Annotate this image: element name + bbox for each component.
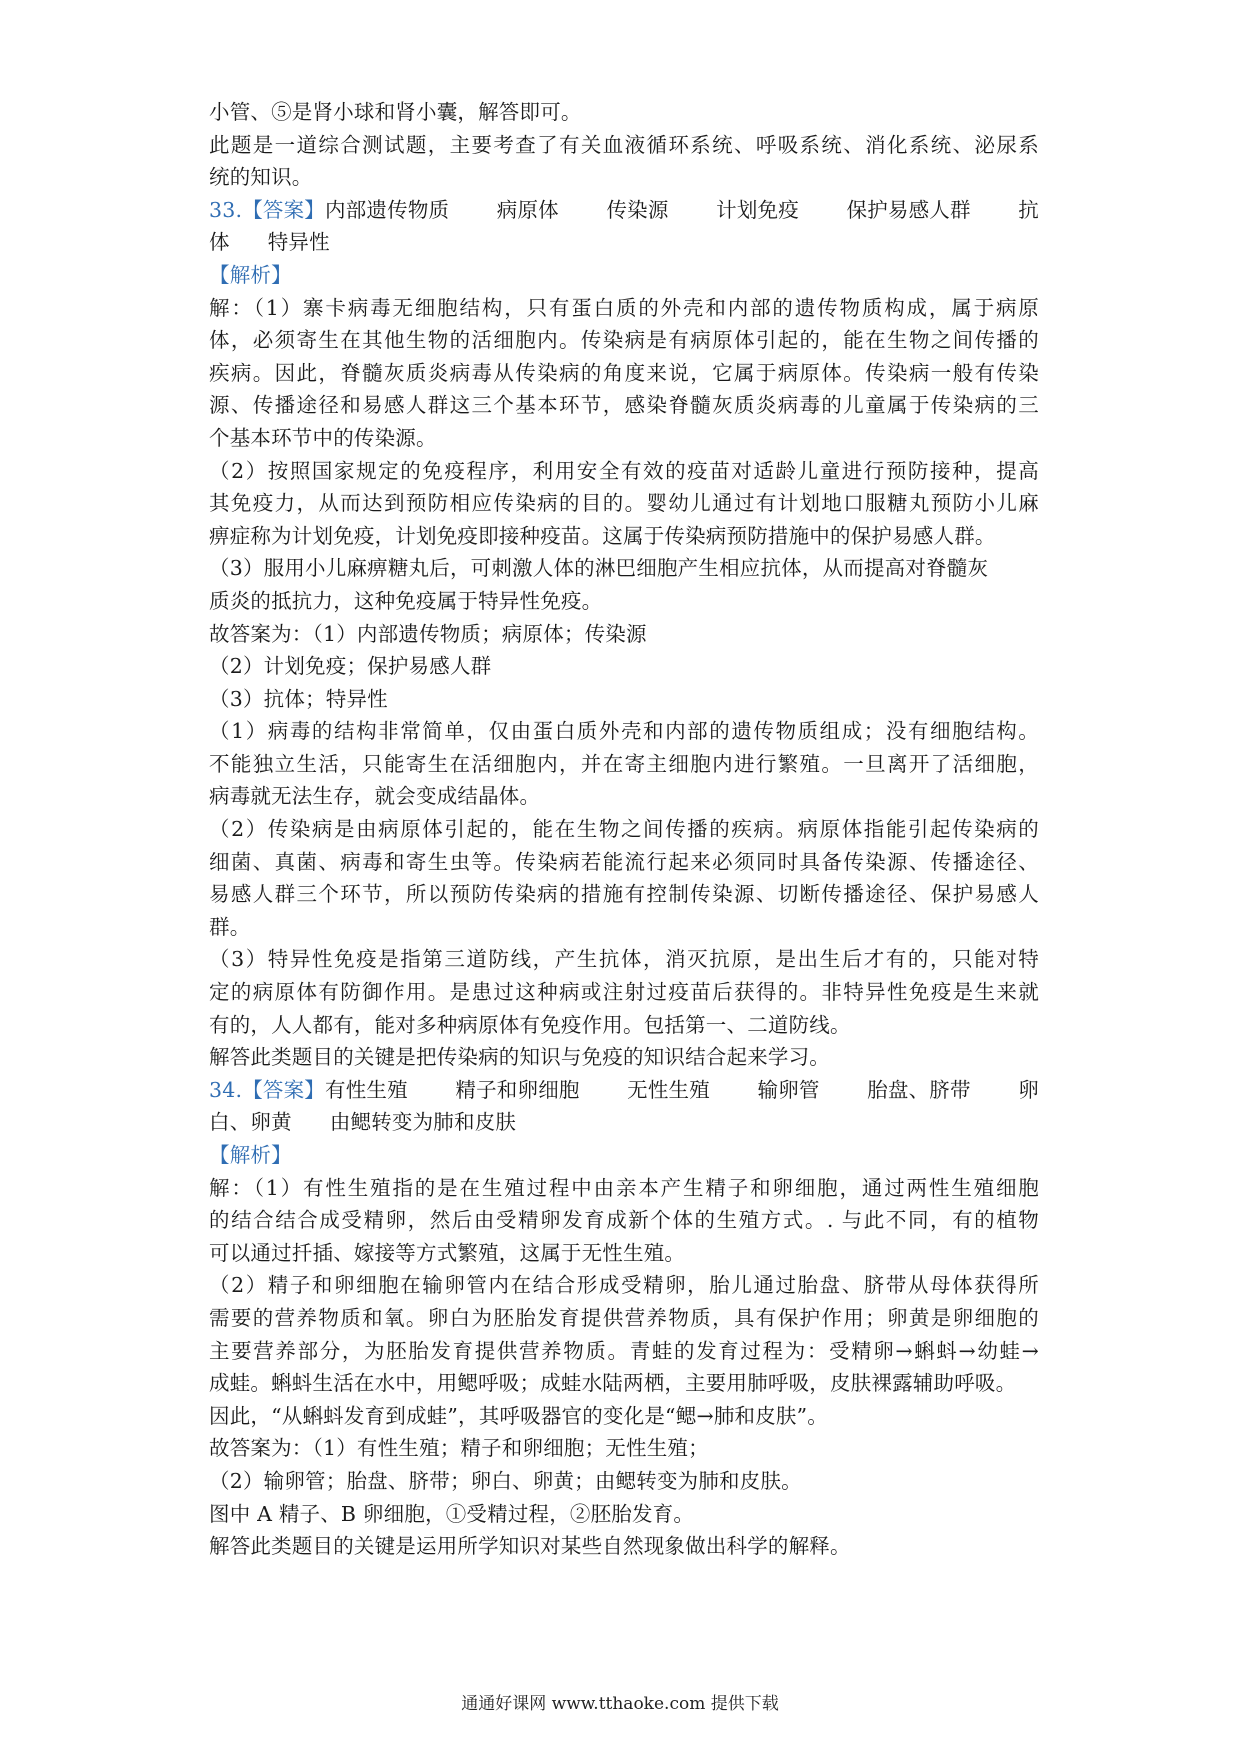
text-line: 解答此类题目的关键是把传染病的知识与免疫的知识结合起来学习。 (209, 1045, 830, 1070)
q33-answer-row-2 (209, 226, 1039, 259)
text-line: 其免疫力，从而达到预防相应传染病的目的。婴幼儿通过有计划地口服糖丸预防小儿麻 (209, 491, 1039, 516)
page-footer: 通通好课网 www.tthaoke.com 提供下载 (461, 1694, 779, 1714)
q34-answer-item: 胎盘、脐带 (867, 1077, 971, 1102)
text-line: 有的，人人都有，能对多种病原体有免疫作用。包括第一、二道防线。 (209, 1012, 851, 1037)
text-line: 解答此类题目的关键是运用所学知识对某些自然现象做出科学的解释。 (209, 1534, 851, 1559)
text-line: 此题是一道综合测试题，主要考查了有关血液循环系统、呼吸系统、消化系统、泌尿系 (209, 132, 1039, 157)
text-line: 的结合结合成受精卵，然后由受精卵发育成新个体的生殖方式。. 与此不同，有的植物 (209, 1208, 1039, 1233)
text-line: 定的病原体有防御作用。是患过这种病或注射过疫苗后获得的。非特异性免疫是生来就 (209, 980, 1039, 1005)
text-line: 成蛙。蝌蚪生活在水中，用鳃呼吸；成蛙水陆两栖，主要用肺呼吸，皮肤裸露辅助呼吸。 (209, 1371, 1017, 1396)
text-line: 小管、⑤是肾小球和肾小囊，解答即可。 (209, 100, 582, 124)
text-line: （3）特异性免疫是指第三道防线，产生抗体，消灭抗原，是出生后才有的，只能对特 (209, 947, 1039, 972)
text-line: （2）输卵管；胎盘、脐带；卵白、卵黄；由鳃转变为肺和皮肤。 (209, 1468, 802, 1493)
q34-answer-item: 有性生殖 (325, 1077, 408, 1102)
q34-number: 34. (209, 1077, 243, 1102)
text-line: 解：（1）寨卡病毒无细胞结构，只有蛋白质的外壳和内部的遗传物质构成，属于病原 (209, 295, 1039, 320)
text-line: （2）按照国家规定的免疫程序，利用安全有效的疫苗对适龄儿童进行预防接种，提高 (209, 458, 1039, 483)
text-line: 群。 (209, 914, 251, 939)
text-line: 易感人群三个环节，所以预防传染病的措施有控制传染源、切断传播途径、保护易感人 (209, 882, 1039, 907)
q33-answer-item: 抗 (1018, 197, 1039, 222)
text-line: 疾病。因此，脊髓灰质炎病毒从传染病的角度来说，它属于病原体。传染病一般有传染 (209, 360, 1039, 385)
q34-answer-row-2 (209, 1106, 1039, 1139)
text-line: （2）精子和卵细胞在输卵管内在结合形成受精卵，胎儿通过胎盘、脐带从母体获得所 (209, 1273, 1039, 1298)
q33-answer-item: 体 (209, 230, 230, 255)
q33-answer-lead (209, 194, 449, 227)
q33-answer-item: 病原体 (496, 197, 559, 222)
q33-answer-item: 特异性 (267, 230, 330, 255)
text-line: （1）病毒的结构非常简单，仅由蛋白质外壳和内部的遗传物质组成；没有细胞结构。 (209, 719, 1039, 744)
q33-answer-row-1 (209, 194, 1039, 227)
text-line: （3）服用小儿麻痹糖丸后，可刺激人体的淋巴细胞产生相应抗体，从而提高对脊髓灰 (209, 556, 989, 581)
q33-answer-item: 保护易感人群 (846, 197, 971, 222)
q34-answer-row-1 (209, 1074, 1039, 1107)
q34-answer-item: 卵 (1018, 1077, 1039, 1102)
text-line: 源、传播途径和易感人群这三个基本环节，感染脊髓灰质炎病毒的儿童属于传染病的三 (209, 393, 1039, 418)
text-line: 故答案为：（1）有性生殖；精子和卵细胞；无性生殖； (209, 1436, 709, 1461)
q34-analysis-tag: 【解析】 (209, 1143, 292, 1167)
text-line: 需要的营养物质和氧。卵白为胚胎发育提供营养物质，具有保护作用；卵黄是卵细胞的 (209, 1305, 1039, 1330)
text-line: 质炎的抵抗力，这种免疫属于特异性免疫。 (209, 588, 603, 613)
q34-answer-tag: 【答案】 (242, 1077, 326, 1102)
q33-number: 33. (209, 197, 243, 222)
q34-answer-item: 无性生殖 (627, 1077, 710, 1102)
q34-answer-item: 精子和卵细胞 (455, 1077, 580, 1102)
q34-answer-lead (209, 1074, 408, 1107)
q34-answer-item: 白、卵黄 (209, 1110, 292, 1135)
q33-analysis-body (209, 292, 1039, 1074)
q33-analysis-tag: 【解析】 (209, 262, 292, 287)
q33-answer-item: 计划免疫 (716, 197, 799, 222)
text-line: 解：（1）有性生殖指的是在生殖过程中由亲本产生精子和卵细胞，通过两性生殖细胞 (209, 1175, 1039, 1200)
text-line: 图中 A 精子、B 卵细胞，①受精过程，②胚胎发育。 (209, 1501, 695, 1526)
text-line: 个基本环节中的传染源。 (209, 425, 437, 450)
q34-answer-item: 由鳃转变为肺和皮肤 (329, 1110, 517, 1135)
text-line: 可以通过扦插、嫁接等方式繁殖，这属于无性生殖。 (209, 1240, 686, 1265)
text-line: 因此，“从蝌蚪发育到成蛙”，其呼吸器官的变化是“鳃→肺和皮肤”。 (209, 1403, 828, 1428)
q33-answer-item: 内部遗传物质 (325, 197, 450, 222)
text-line: 体，必须寄生在其他生物的活细胞内。传染病是有病原体引起的，能在生物之间传播的 (209, 328, 1039, 353)
text-line: （2）传染病是由病原体引起的，能在生物之间传播的疾病。病原体指能引起传染病的 (209, 817, 1039, 842)
q34-analysis-body (209, 1172, 1039, 1563)
document-body (209, 96, 1039, 1563)
q33-answer-item: 传染源 (606, 197, 669, 222)
text-line: 痹症称为计划免疫，计划免疫即接种疫苗。这属于传染病预防措施中的保护易感人群。 (209, 523, 996, 548)
text-line: （2）计划免疫；保护易感人群 (209, 654, 492, 679)
text-line: （3）抗体；特异性 (209, 686, 388, 711)
q33-answer-tag: 【答案】 (242, 197, 326, 222)
text-line: 不能独立生活，只能寄生在活细胞内，并在寄主细胞内进行繁殖。一旦离开了活细胞， (209, 751, 1039, 776)
text-line: 细菌、真菌、病毒和寄生虫等。传染病若能流行起来必须同时具备传染源、传播途径、 (209, 849, 1039, 874)
text-line: 故答案为：（1）内部遗传物质；病原体；传染源 (209, 621, 647, 646)
text-line: 病毒就无法生存，就会变成结晶体。 (209, 784, 541, 809)
q34-answer-item: 输卵管 (757, 1077, 820, 1102)
text-line: 主要营养部分，为胚胎发育提供营养物质。青蛙的发育过程为：受精卵→蝌蚪→幼蛙→ (209, 1338, 1039, 1363)
text-line: 统的知识。 (209, 165, 313, 190)
